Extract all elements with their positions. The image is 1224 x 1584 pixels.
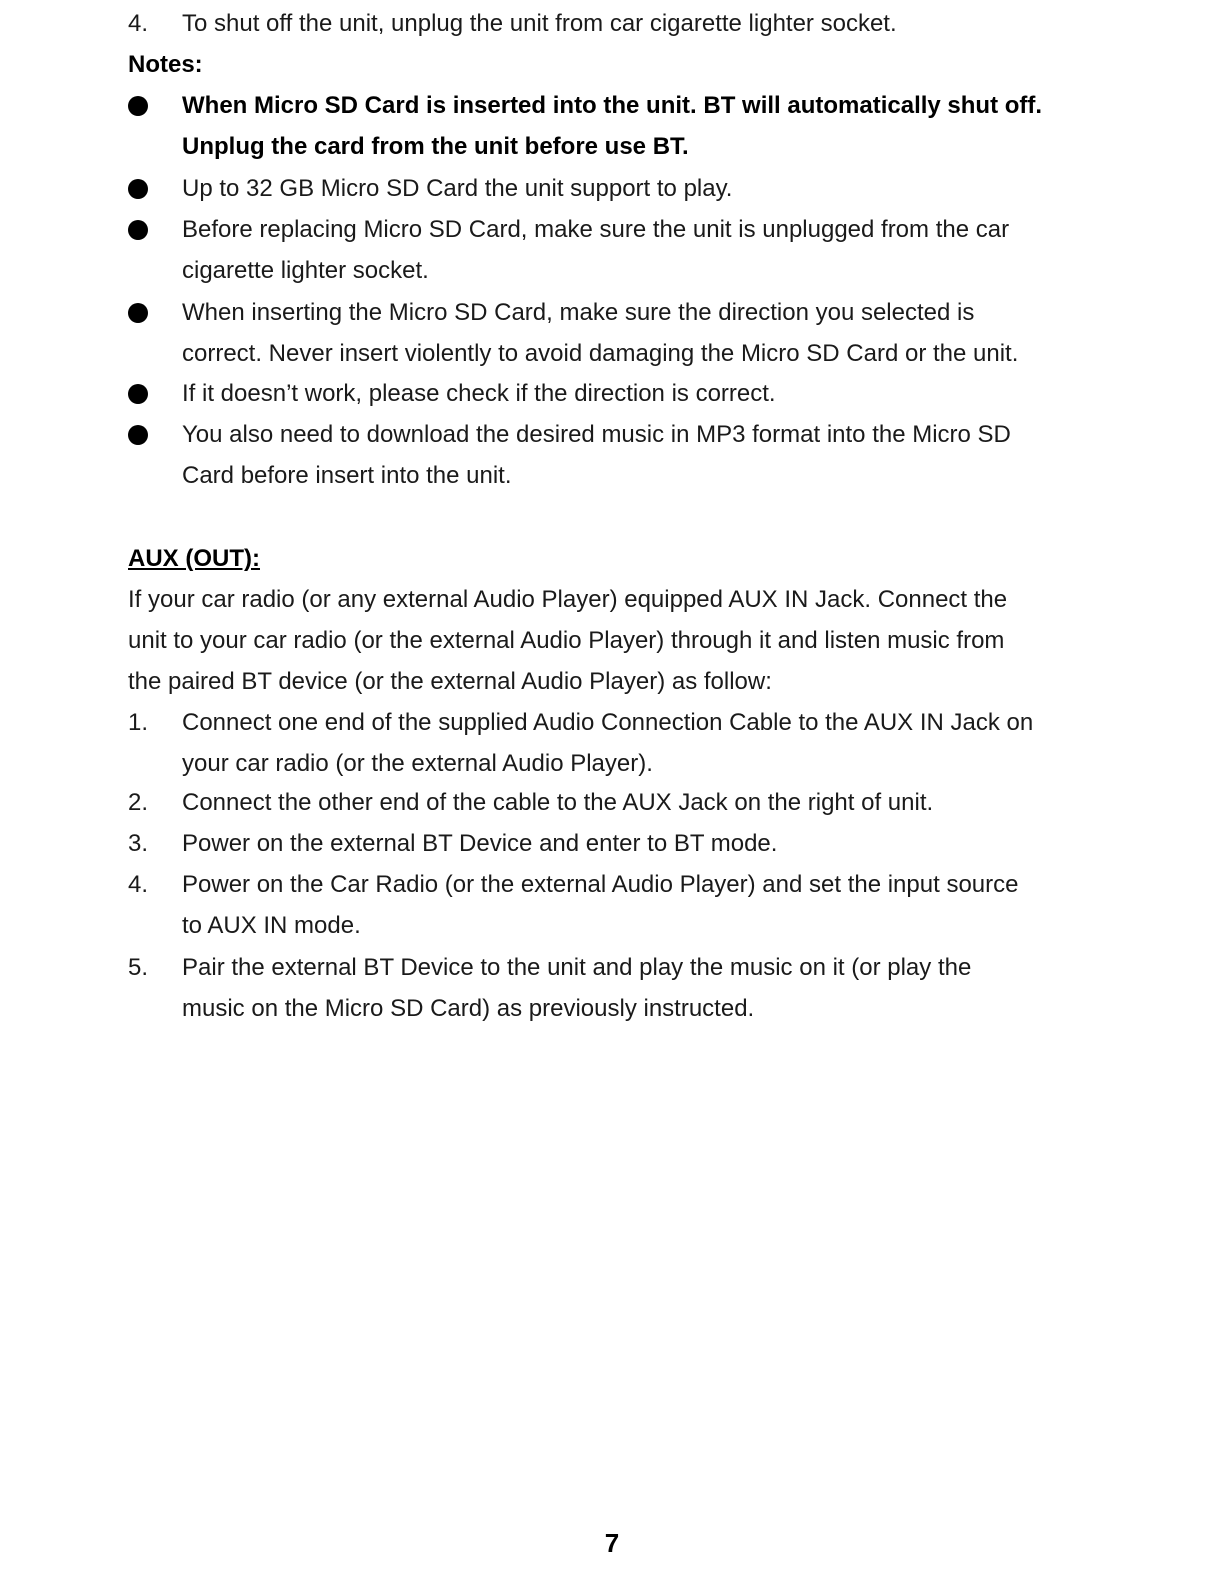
note-line: When inserting the Micro SD Card, make sure the direction you selected is bbox=[182, 299, 975, 326]
note-line: Up to 32 GB Micro SD Card the unit support to play. bbox=[182, 175, 733, 202]
note-line: When Micro SD Card is inserted into the unit. BT will automatically shut off. bbox=[182, 92, 1043, 119]
page-number: 7 bbox=[604, 1528, 620, 1558]
step-line: Pair the external BT Device to the unit and play the music on it (or play the bbox=[182, 954, 972, 981]
note-line: Card before insert into the unit. bbox=[182, 462, 512, 489]
step-number: 1. bbox=[128, 709, 149, 736]
step-number: 5. bbox=[128, 954, 149, 981]
bullet-icon bbox=[128, 303, 148, 323]
step-line: Power on the external BT Device and enter to BT mode. bbox=[182, 830, 778, 857]
note-line: You also need to download the desired music in MP3 format into the Micro SD bbox=[182, 421, 1011, 448]
aux-heading: AUX (OUT): bbox=[128, 545, 260, 572]
note-line: Unplug the card from the unit before use BT. bbox=[182, 133, 689, 160]
step-number: 3. bbox=[128, 830, 149, 857]
bullet-icon bbox=[128, 179, 148, 199]
step-line: to AUX IN mode. bbox=[182, 912, 361, 939]
bullet-icon bbox=[128, 425, 148, 445]
note-line: Before replacing Micro SD Card, make sure the unit is unplugged from the car bbox=[182, 216, 1010, 243]
aux-intro-line: the paired BT device (or the external Audio Player) as follow: bbox=[128, 668, 772, 695]
bullet-icon bbox=[128, 96, 148, 116]
step-number: 4. bbox=[128, 871, 149, 898]
step-text: To shut off the unit, unplug the unit from car cigarette lighter socket. bbox=[182, 10, 897, 37]
note-line: correct. Never insert violently to avoid damaging the Micro SD Card or the unit. bbox=[182, 340, 1019, 367]
notes-heading: Notes: bbox=[128, 51, 203, 78]
aux-intro-line: unit to your car radio (or the external Audio Player) through it and listen music from bbox=[128, 627, 1005, 654]
step-number: 4. bbox=[128, 10, 149, 37]
step-line: music on the Micro SD Card) as previously instructed. bbox=[182, 995, 755, 1022]
bullet-icon bbox=[128, 220, 148, 240]
step-line: Power on the Car Radio (or the external Audio Player) and set the input source bbox=[182, 871, 1019, 898]
note-line: cigarette lighter socket. bbox=[182, 257, 429, 284]
aux-intro-line: If your car radio (or any external Audio Player) equipped AUX IN Jack. Connect the bbox=[128, 586, 1008, 613]
note-line: If it doesn’t work, please check if the direction is correct. bbox=[182, 380, 776, 407]
step-line: Connect the other end of the cable to the AUX Jack on the right of unit. bbox=[182, 789, 934, 816]
step-line: your car radio (or the external Audio Player). bbox=[182, 750, 653, 777]
step-line: Connect one end of the supplied Audio Connection Cable to the AUX IN Jack on bbox=[182, 709, 1034, 736]
bullet-icon bbox=[128, 384, 148, 404]
step-number: 2. bbox=[128, 789, 149, 816]
